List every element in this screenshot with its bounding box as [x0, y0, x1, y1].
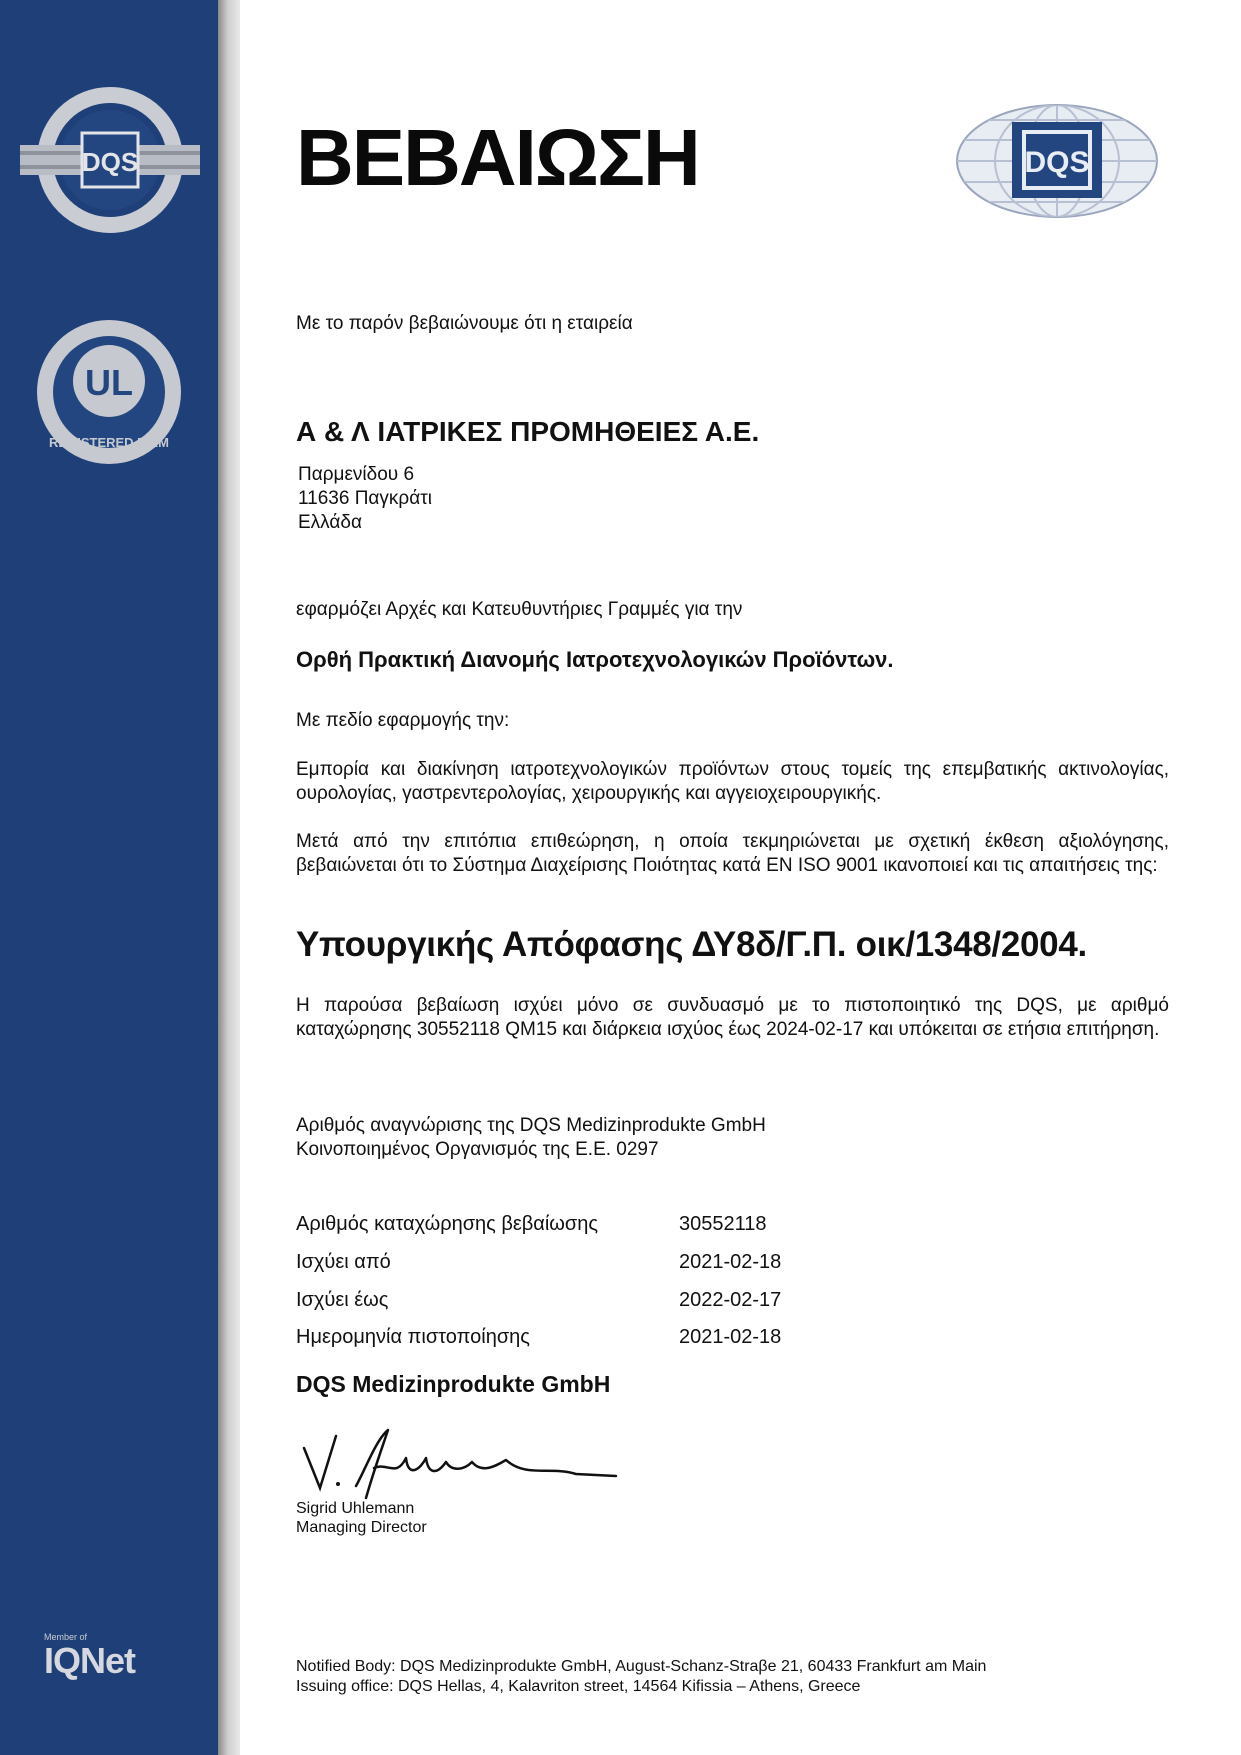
- ul-registered-firm-logo: [32, 315, 187, 470]
- footer-issuing-office: Issuing office: DQS Hellas, 4, Kalavriton street, 14564 Kifissia – Athens, Greece: [296, 1678, 861, 1695]
- iqnet-name: IQNet: [44, 1640, 136, 1681]
- svg-text:DQS: DQS: [81, 147, 139, 177]
- issuer-name: DQS Medizinprodukte GmbH: [296, 1371, 611, 1397]
- company-name: Α & Λ ΙΑΤΡΙΚΕΣ ΠΡΟΜΗΘΕΙΕΣ Α.Ε.: [296, 416, 760, 447]
- intro-text: Με το παρόν βεβαιώνουμε ότι η εταιρεία: [296, 313, 633, 334]
- signatory-role: Managing Director: [296, 1519, 427, 1536]
- signatory-name: Sigrid Uhlemann: [296, 1500, 415, 1517]
- certification-date-value: 2021-02-18: [679, 1326, 782, 1348]
- svg-text:REGISTERED FIRM: REGISTERED FIRM: [49, 435, 169, 450]
- validity-text: Η παρούσα βεβαίωση ισχύει μόνο σε συνδυασμό με το πιστοποιητικό της DQS, με αριθμό καταχώρησης 30552118 QM15 και διάρκεια ισχύος έως 2024-02-17 και υπόκειται σε ετήσια επιτήρηση.: [296, 995, 1169, 1040]
- scope-text: Εμπορία και διακίνηση ιατροτεχνολογικών προϊόντων στους τομείς της επεμβατικής ακτινολογίας, ουρολογίας, γαστρεντερολογίας, χειρουργικής και αγγειοχειρουργικής.: [296, 759, 1169, 804]
- valid-from-label: Ισχύει από: [296, 1251, 391, 1273]
- decision-title: Υπουργικής Απόφασης ΔΥ8δ/Γ.Π. οικ/1348/2004.: [296, 925, 1087, 964]
- handwritten-signature: [296, 1418, 626, 1508]
- identification-line-2: Κοινοποιημένος Οργανισμός της Ε.Ε. 0297: [296, 1139, 659, 1160]
- applies-text: εφαρμόζει Αρχές και Κατευθυντήριες Γραμμές για την: [296, 599, 743, 620]
- dqs-globe-logo: [952, 100, 1162, 222]
- registration-label: Αριθμός καταχώρησης βεβαίωσης: [296, 1213, 599, 1235]
- address-city: 11636 Παγκράτι: [298, 488, 432, 509]
- sidebar-band: [0, 0, 218, 1755]
- valid-from-value: 2021-02-18: [679, 1251, 782, 1273]
- address-street: Παρμενίδου 6: [298, 464, 415, 485]
- iqnet-logo: [44, 1632, 204, 1680]
- valid-until-value: 2022-02-17: [679, 1289, 782, 1311]
- address-country: Ελλάδα: [298, 512, 362, 533]
- registration-value: 30552118: [679, 1213, 767, 1235]
- practice-title: Ορθή Πρακτική Διανομής Ιατροτεχνολογικών Προϊόντων.: [296, 647, 894, 672]
- certificate-title: ΒΕΒΑΙΩΣΗ: [296, 113, 699, 202]
- svg-text:UL: UL: [85, 362, 133, 403]
- svg-text:DQS: DQS: [1024, 146, 1090, 179]
- dqs-seal-logo: [20, 85, 200, 235]
- footer-notified-body: Notified Body: DQS Medizinprodukte GmbH, August-Schanz-Straβe 21, 60433 Frankfurt am Main: [296, 1658, 987, 1675]
- sidebar-silver-strip: [218, 0, 240, 1755]
- iqnet-member-label: Member of: [44, 1632, 88, 1642]
- certification-date-label: Ημερομηνία πιστοποίησης: [296, 1326, 530, 1348]
- valid-until-label: Ισχύει έως: [296, 1289, 389, 1311]
- inspection-text: Μετά από την επιτόπια επιθεώρηση, η οποία τεκμηριώνεται με σχετική έκθεση αξιολόγησης, βεβαιώνεται ότι το Σύστημα Διαχείρισης Ποιότητας κατά EN ISO 9001 ικανοποιεί και τις απαιτήσεις της:: [296, 831, 1169, 876]
- scope-label: Με πεδίο εφαρμογής την:: [296, 710, 510, 731]
- identification-line-1: Αριθμός αναγνώρισης της DQS Medizinprodukte GmbH: [296, 1115, 766, 1136]
